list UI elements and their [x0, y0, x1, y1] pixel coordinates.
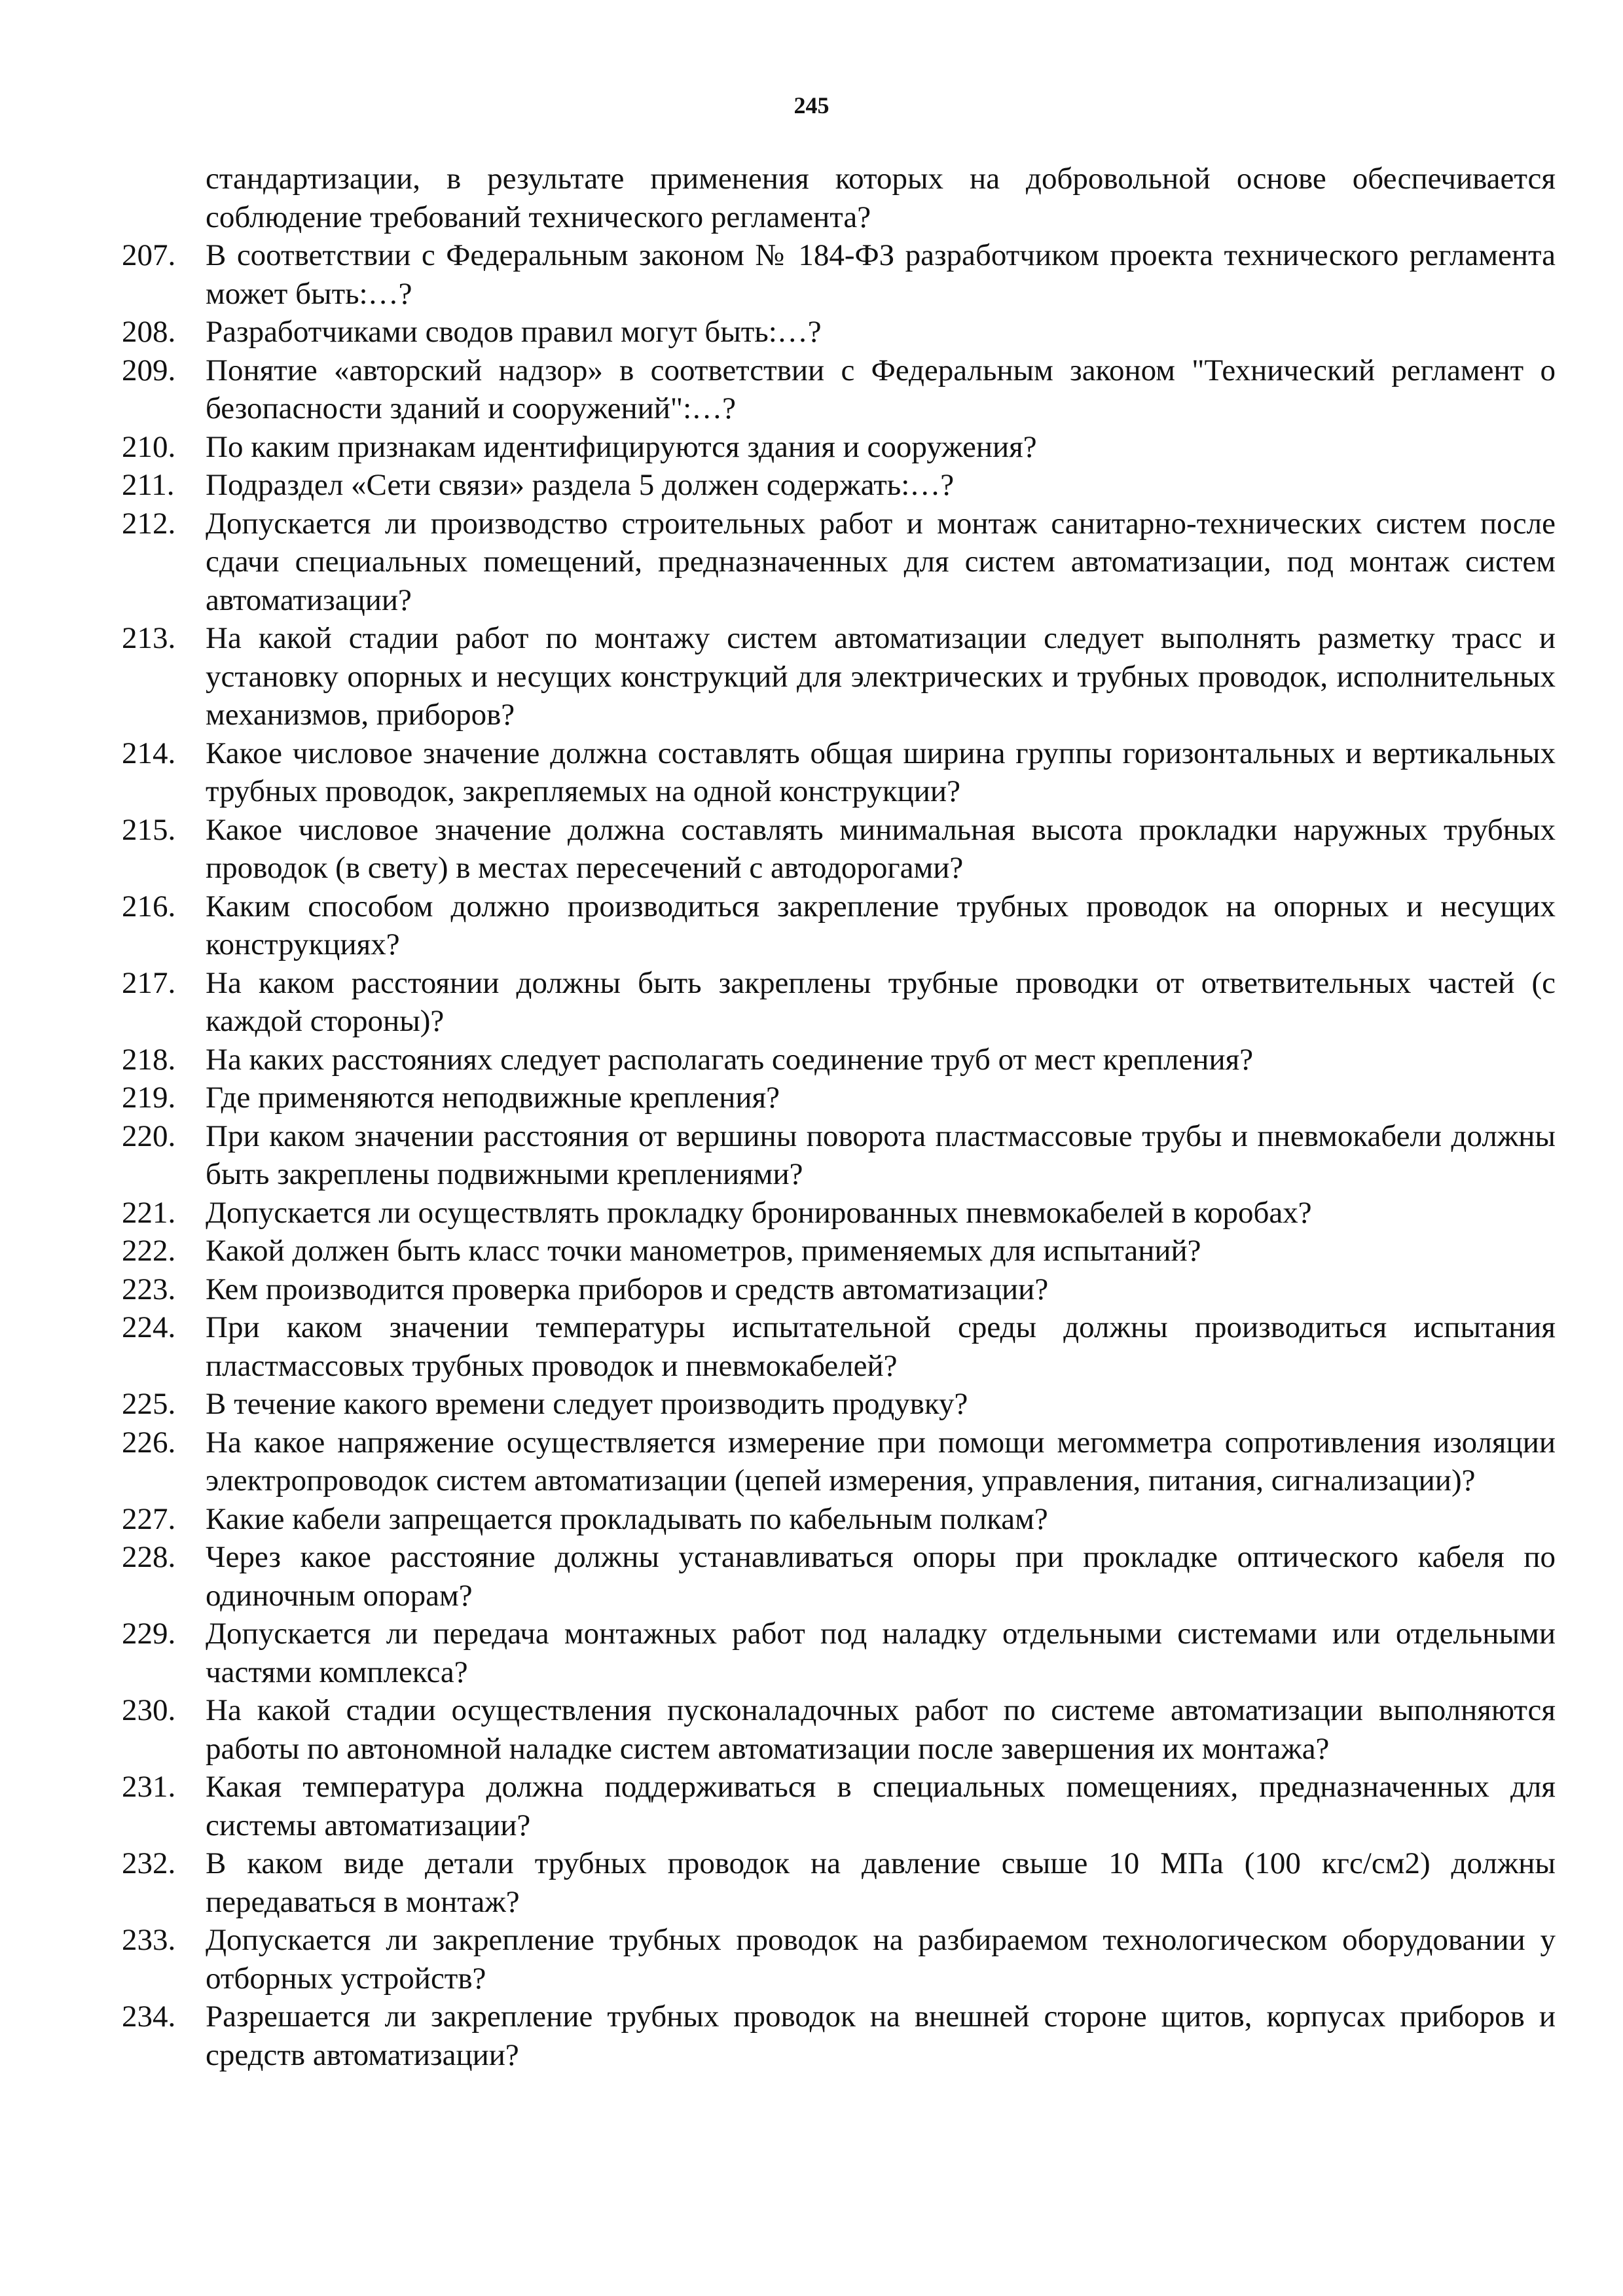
item-text: В течение какого времени следует производить продувку? — [206, 1387, 968, 1421]
item-text: Допускается ли производство строительных работ и монтаж санитарно-технических систем после сдачи специальных помещений, предназначенных для систем автоматизации, под монтаж систем автоматизации? — [206, 506, 1556, 617]
item-number: 232. — [122, 1846, 176, 1880]
item-text: Каким способом должно производиться закрепление трубных проводок на опорных и несущих конструкциях? — [206, 889, 1556, 961]
item-number: 219. — [122, 1081, 176, 1115]
list-item — [122, 1538, 1556, 1615]
list-item — [122, 1079, 1556, 1117]
list-item — [122, 1998, 1556, 2074]
item-number: 233. — [122, 1923, 176, 1957]
item-text: Допускается ли закрепление трубных проводок на разбираемом технологическом оборудовании у отборных устройств? — [206, 1923, 1556, 1996]
list-item — [122, 1232, 1556, 1270]
item-number: 225. — [122, 1387, 176, 1421]
list-item — [122, 888, 1556, 964]
item-text: Понятие «авторский надзор» в соответствии с Федеральным законом "Технический регламент о безопасности зданий и сооружений":…? — [206, 353, 1556, 425]
item-text: На каких расстояниях следует располагать соединение труб от мест крепления? — [206, 1042, 1254, 1077]
continuation-text: стандартизации, в результате применения которых на добровольной основе обеспечивается соблюдение требований технического регламента? — [206, 162, 1556, 234]
list-item — [122, 1308, 1556, 1385]
item-number: 227. — [122, 1501, 176, 1536]
item-number: 213. — [122, 621, 176, 655]
continuation-paragraph — [122, 160, 1556, 236]
item-number: 234. — [122, 2000, 176, 2034]
item-text: Какое числовое значение должна составлять общая ширина группы горизонтальных и вертикальных трубных проводок, закрепляемых на одной конструкции? — [206, 736, 1556, 808]
item-number: 231. — [122, 1770, 176, 1804]
list-item — [122, 1500, 1556, 1539]
list-item — [122, 1921, 1556, 1998]
list-item — [122, 734, 1556, 811]
page-number: 245 — [793, 92, 830, 118]
list-item — [122, 619, 1556, 734]
item-number: 209. — [122, 353, 176, 387]
list-item — [122, 1194, 1556, 1232]
item-text: Какой должен быть класс точки манометров, применяемых для испытаний? — [206, 1234, 1201, 1268]
item-text: Через какое расстояние должны устанавливаться опоры при прокладке оптического кабеля по одиночным опорам? — [206, 1540, 1556, 1613]
item-number: 214. — [122, 736, 176, 770]
item-number: 211. — [122, 468, 175, 502]
item-text: На каком расстоянии должны быть закреплены трубные проводки от ответвительных частей (с каждой стороны)? — [206, 965, 1556, 1038]
item-number: 223. — [122, 1272, 176, 1306]
list-item — [122, 811, 1556, 888]
item-text: При каком значении температуры испытательной среды должны производиться испытания пластмассовых трубных проводок и пневмокабелей? — [206, 1310, 1556, 1383]
list-item — [122, 1385, 1556, 1424]
item-number: 216. — [122, 889, 176, 924]
item-number: 208. — [122, 315, 176, 349]
item-text: Допускается ли передача монтажных работ под наладку отдельными системами или отдельными частями комплекса? — [206, 1617, 1556, 1689]
list-item — [122, 236, 1556, 313]
item-number: 215. — [122, 812, 176, 847]
item-text: Разработчиками сводов правил могут быть:…? — [206, 315, 822, 349]
item-text: На какой стадии работ по монтажу систем автоматизации следует выполнять разметку трасс и установку опорных и несущих конструкций для электрических и трубных проводок, исполнительных механизмов, приборов? — [206, 621, 1556, 732]
item-text: По каким признакам идентифицируются здания и сооружения? — [206, 429, 1037, 464]
list-item — [122, 505, 1556, 620]
numbered-items — [122, 236, 1556, 2074]
item-text: При каком значении расстояния от вершины поворота пластмассовые трубы и пневмокабели должны быть закреплены подвижными креплениями? — [206, 1119, 1556, 1191]
list-item — [122, 1424, 1556, 1500]
list-item — [122, 1844, 1556, 1921]
question-list — [122, 160, 1556, 2074]
item-number: 220. — [122, 1119, 176, 1153]
item-text: Кем производится проверка приборов и средств автоматизации? — [206, 1272, 1049, 1306]
item-number: 221. — [122, 1195, 176, 1230]
item-text: В соответствии с Федеральным законом № 184-ФЗ разработчиком проекта технического регламента может быть:…? — [206, 238, 1556, 311]
list-item — [122, 1691, 1556, 1768]
list-item — [122, 351, 1556, 428]
item-text: Допускается ли осуществлять прокладку бронированных пневмокабелей в коробах? — [206, 1195, 1312, 1230]
item-text: Какие кабели запрещается прокладывать по кабельным полкам? — [206, 1501, 1048, 1536]
item-text: На какое напряжение осуществляется измерение при помощи мегомметра сопротивления изоляции электропроводок систем автоматизации (цепей измерения, управления, питания, сигнализации)? — [206, 1425, 1556, 1498]
item-number: 207. — [122, 238, 176, 272]
item-number: 218. — [122, 1042, 176, 1077]
list-item — [122, 1117, 1556, 1194]
item-number: 226. — [122, 1425, 176, 1460]
list-item — [122, 1615, 1556, 1691]
item-number: 228. — [122, 1540, 176, 1574]
item-text: Какая температура должна поддерживаться в специальных помещениях, предназначенных для системы автоматизации? — [206, 1770, 1556, 1842]
item-text: Какое числовое значение должна составлять минимальная высота прокладки наружных трубных проводок (в свету) в местах пересечений с автодорогами? — [206, 812, 1556, 885]
item-number: 230. — [122, 1693, 176, 1727]
item-number: 224. — [122, 1310, 176, 1344]
item-text: Разрешается ли закрепление трубных проводок на внешней стороне щитов, корпусах приборов и средств автоматизации? — [206, 2000, 1556, 2072]
list-item — [122, 1270, 1556, 1309]
item-number: 212. — [122, 506, 176, 541]
list-item — [122, 964, 1556, 1041]
item-number: 229. — [122, 1617, 176, 1651]
item-number: 210. — [122, 429, 176, 464]
item-text: Где применяются неподвижные крепления? — [206, 1081, 780, 1115]
list-item — [122, 1768, 1556, 1844]
item-number: 217. — [122, 965, 176, 1000]
item-text: В каком виде детали трубных проводок на давление свыше 10 МПа (100 кгс/см2) должны передаваться в монтаж? — [206, 1846, 1556, 1919]
list-item — [122, 466, 1556, 505]
list-item — [122, 428, 1556, 467]
item-text: Подраздел «Сети связи» раздела 5 должен содержать:…? — [206, 468, 955, 502]
list-item — [122, 313, 1556, 351]
item-text: На какой стадии осуществления пусконаладочных работ по системе автоматизации выполняются работы по автономной наладке систем автоматизации после завершения их монтажа? — [206, 1693, 1556, 1766]
list-item — [122, 1041, 1556, 1079]
item-number: 222. — [122, 1234, 176, 1268]
